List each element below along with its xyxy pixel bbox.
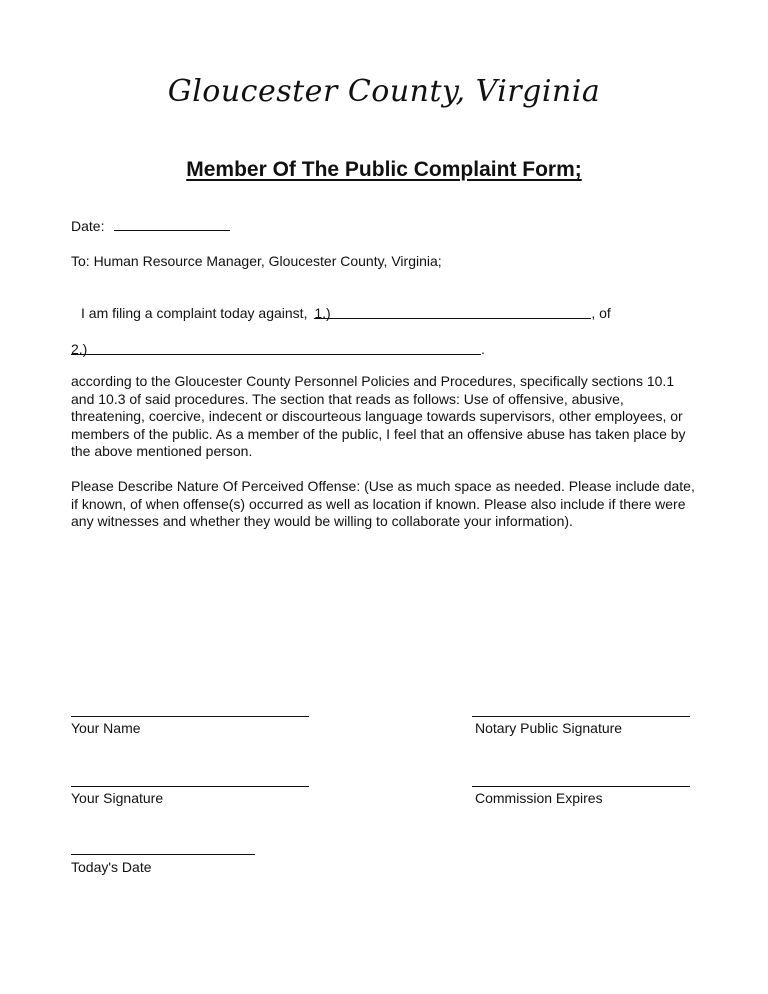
your-name-label: Your Name	[71, 720, 141, 736]
date-label: Date:	[71, 218, 105, 234]
item2-label: 2.)	[71, 341, 88, 357]
form-title: Member Of The Public Complaint Form;	[186, 158, 582, 181]
period: .	[481, 341, 485, 357]
your-name-line[interactable]	[71, 716, 309, 717]
complaint-blank-1[interactable]	[314, 304, 591, 319]
policy-paragraph: according to the Gloucester County Personnel Policies and Procedures, specifically sections 10.1 and 10.3 of said procedures. The section that reads as follows: Use of offensive, abusive, threatening, coercive, indecent or discourteous language towards supervisors, other employees, or members of the public. As a member of the public, I feel that an offensive abuse has taken place by the above mentioned person.	[71, 373, 686, 459]
your-signature-line[interactable]	[71, 786, 309, 787]
commission-expires-label: Commission Expires	[475, 790, 603, 806]
date-blank[interactable]	[114, 216, 230, 231]
date-row	[71, 216, 230, 235]
todays-date-line[interactable]	[71, 854, 255, 855]
complaint-row-2	[71, 340, 485, 358]
todays-date-label: Today's Date	[71, 859, 152, 875]
complaint-prefix: I am filing a complaint today against,	[81, 305, 308, 321]
notary-signature-line[interactable]	[472, 716, 690, 717]
to-line: To: Human Resource Manager, Gloucester County, Virginia;	[71, 253, 442, 269]
county-title: Gloucester County, Virginia	[167, 74, 601, 109]
of-text: , of	[591, 305, 611, 321]
commission-expires-line[interactable]	[472, 786, 690, 787]
notary-signature-label: Notary Public Signature	[475, 720, 623, 736]
complaint-row	[81, 304, 611, 322]
describe-paragraph: Please Describe Nature Of Perceived Offense: (Use as much space as needed. Please include date, if known, of when offense(s) occurred as well as location if known. Please also include if there were any witnesses and whether they would be willing to collaborate your information).	[71, 478, 695, 529]
your-signature-label: Your Signature	[71, 790, 164, 806]
complaint-blank-2[interactable]	[71, 340, 481, 355]
item1-label: 1.)	[314, 305, 331, 321]
